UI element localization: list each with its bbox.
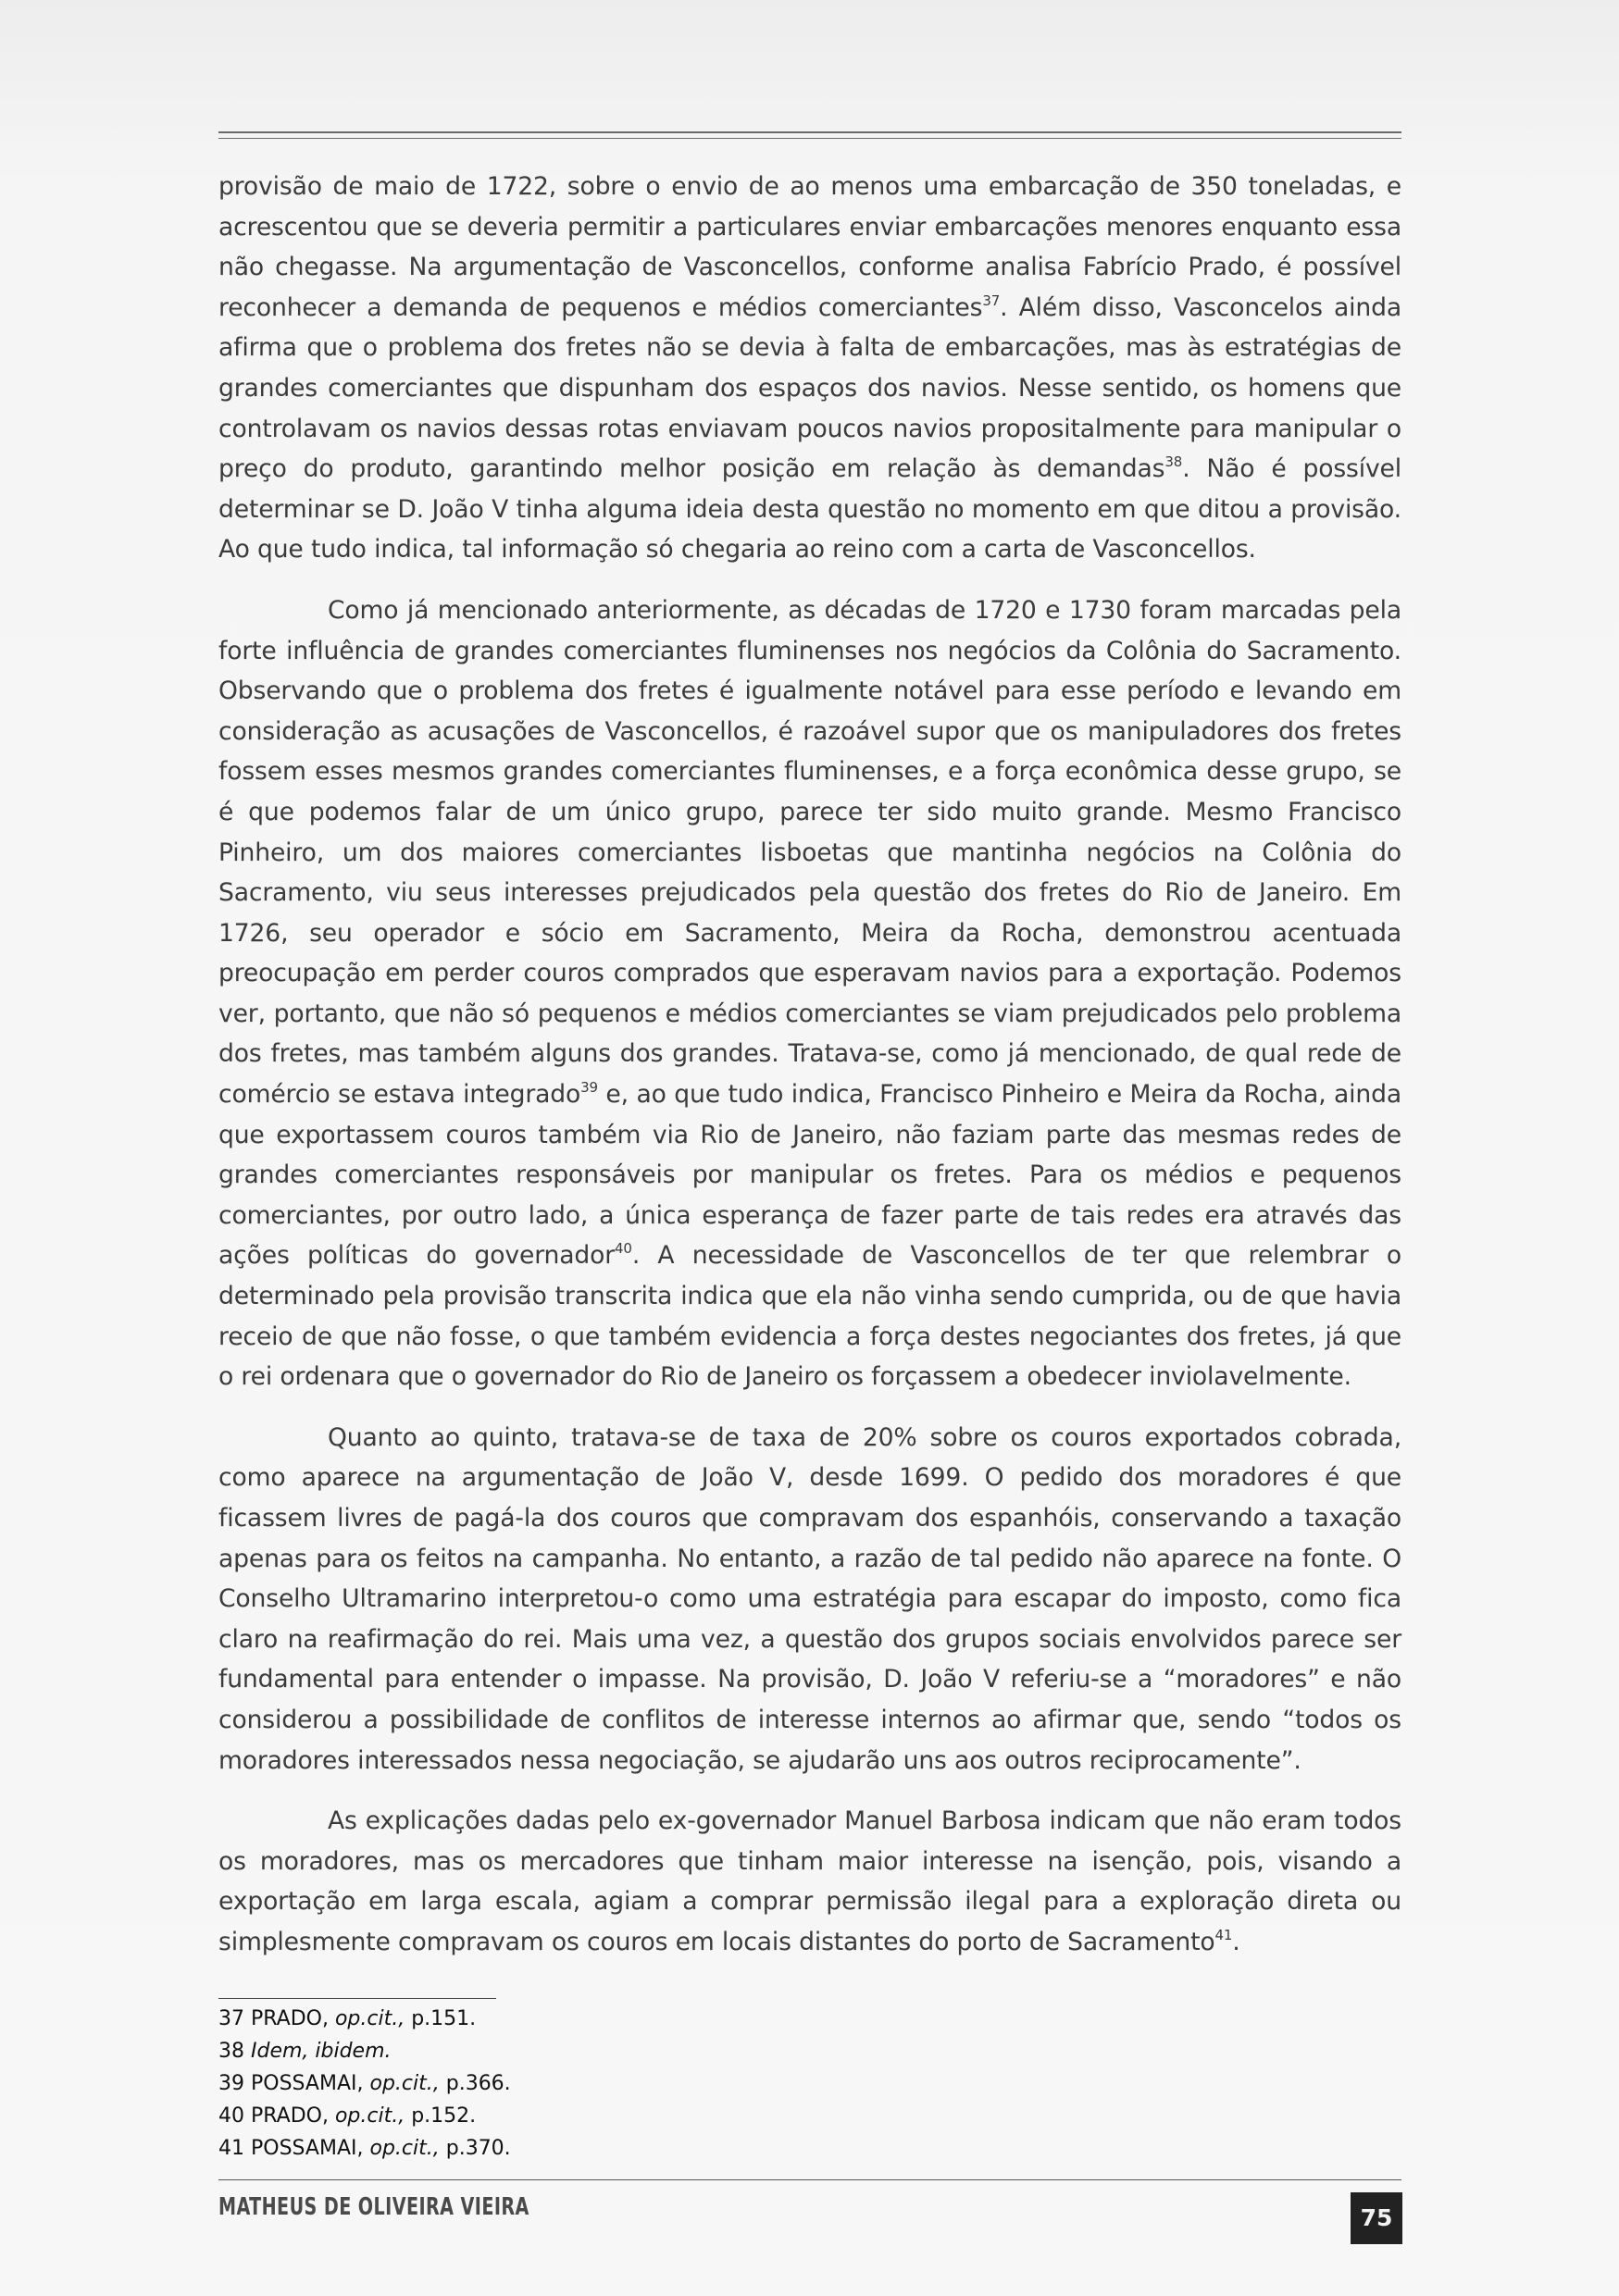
footnote-number: 40	[218, 2104, 244, 2128]
footnote-page: p.366.	[445, 2072, 511, 2095]
footnote-number: 37	[218, 2007, 244, 2030]
footnote-ref: 37	[982, 292, 1001, 309]
footnote-39	[218, 2067, 1052, 2100]
footnote-40	[218, 2100, 1052, 2132]
paragraph-2	[218, 590, 1401, 1397]
paragraph-text: .	[1232, 1927, 1240, 1956]
paragraph-text: provisão de maio de 1722, sobre o envio de ao menos uma embarcação de 350 toneladas, e acrescentou que se deveria permitir a particulares enviar embarcações menores enquanto essa não chegasse. Na argumentação de Vasconcellos, conforme analisa Fabrício Prado, é possível reconhecer a demanda de pequenos e médios comerciantes	[218, 172, 1401, 322]
header-rule-secondary	[218, 138, 1401, 139]
paragraph-text: e, ao que tudo indica, Francisco Pinheiro e Meira da Rocha, ainda que exportassem couros também via Rio de Janeiro, não faziam parte das mesmas redes de grandes comerciantes responsáveis por manipular os fretes. Para os médios e pequenos comerciantes, por outro lado, a única esperança de fazer parte de tais redes era através das ações políticas do governador	[218, 1080, 1402, 1271]
footnote-ref-abbrev: op.cit.,	[334, 2007, 405, 2030]
paragraph-text: . Não é possível determinar se D. João V tinha alguma ideia desta questão no momento em que ditou a provisão. Ao que tudo indica, tal informação só chegaria ao reino com a carta de Vasconcellos.	[218, 454, 1402, 565]
footnote-page: p.152.	[411, 2104, 477, 2128]
paragraph-text: As explicações dadas pelo ex-governador Manuel Barbosa indicam que não eram todos os moradores, mas os mercadores que tinham maior interesse na isenção, pois, visando a exportação em larga escala, agiam a comprar permissão ilegal para a exploração direta ou simplesmente compravam os couros em locais distantes do porto de Sacramento	[218, 1806, 1401, 1956]
paragraph-1	[218, 167, 1401, 570]
paragraph-text: Quanto ao quinto, tratava-se de taxa de 20% sobre os couros exportados cobrada, como aparece na argumentação de João V, desde 1699. O pedido dos moradores é que ficassem livres de pagá-la dos couros que compravam dos espanhóis, conservando a taxação apenas para os feitos na campanha. No entanto, a razão de tal pedido não aparece na fonte. O Conselho Ultramarino interpretou-o como uma estratégia para escapar do imposto, como fica claro na reafirmação do rei. Mais uma vez, a questão dos grupos sociais envolvidos parece ser fundamental para entender o impasse. Na provisão, D. João V referiu-se a “moradores” e não considerou a possibilidade de conflitos de interesse internos ao afirmar que, sendo “todos os moradores interessados nessa negociação, se ajudarão uns aos outros reciprocamente”.	[218, 1422, 1401, 1775]
footnote-number: 39	[218, 2072, 244, 2095]
footnote-ref: 41	[1214, 1926, 1233, 1943]
header-rule	[218, 131, 1401, 133]
footnote-separator	[218, 1998, 496, 1999]
footnotes	[218, 2003, 1052, 2165]
footnote-ref: 39	[580, 1079, 598, 1097]
footnote-author: PRADO,	[251, 2007, 329, 2030]
footnote-ref: 40	[615, 1240, 632, 1258]
footnote-38	[218, 2035, 1052, 2067]
footer-rule	[218, 2179, 1401, 2180]
page-number: 75	[1351, 2192, 1402, 2244]
footnote-number: 41	[218, 2137, 244, 2160]
footnote-page: p.370.	[445, 2137, 511, 2160]
paragraph-text: Como já mencionado anteriormente, as décadas de 1720 e 1730 foram marcadas pela forte influência de grandes comerciantes fluminenses nos negócios da Colônia do Sacramento. Observando que o problema dos fretes é igualmente notável para esse período e levando em consideração as acusações de Vasconcellos, é razoável supor que os manipuladores dos fretes fossem esses mesmos grandes comerciantes fluminenses, e a força econômica desse grupo, se é que podemos falar de um único grupo, parece ter sido muito grande. Mesmo Francisco Pinheiro, um dos maiores comerciantes lisboetas que mantinha negócios na Colônia do Sacramento, viu seus interesses prejudicados pela questão dos fretes do Rio de Janeiro. Em 1726, seu operador e sócio em Sacramento, Meira da Rocha, demonstrou acentuada preocupação em perder couros comprados que esperavam navios para a exportação. Podemos ver, portanto, que não só pequenos e médios comerciantes se viam prejudicados pelo problema dos fretes, mas também alguns dos grandes. Tratava-se, como já mencionado, de qual rede de comércio se estava integrado	[218, 595, 1401, 1110]
running-footer-author: MATHEUS DE OLIVEIRA VIEIRA	[218, 2193, 529, 2221]
footnote-ref-abbrev: op.cit.,	[334, 2104, 405, 2128]
footnote-37	[218, 2003, 1052, 2035]
body-text	[218, 167, 1401, 1963]
footnote-ref-abbrev: op.cit.,	[369, 2072, 440, 2095]
paragraph-text: . A necessidade de Vasconcellos de ter que relembrar o determinado pela provisão transcrita indica que ela não vinha sendo cumprida, ou de que havia receio de que não fosse, o que também evidencia a força destes negociantes dos fretes, já que o rei ordenara que o governador do Rio de Janeiro os forçassem a obedecer inviolavelmente.	[218, 1241, 1401, 1392]
paragraph-3	[218, 1418, 1401, 1781]
footnote-ref: 38	[1164, 453, 1183, 471]
footnote-author: POSSAMAI,	[251, 2137, 364, 2160]
footnote-author: POSSAMAI,	[251, 2072, 364, 2095]
footnote-author: PRADO,	[251, 2104, 329, 2128]
footnote-ref-abbrev: op.cit.,	[369, 2137, 440, 2160]
paragraph-4	[218, 1801, 1401, 1962]
footnote-number: 38	[218, 2040, 244, 2063]
footnote-page: p.151.	[411, 2007, 477, 2030]
footnote-ref-abbrev: Idem, ibidem.	[251, 2040, 392, 2063]
paragraph-text: . Além disso, Vasconcelos ainda afirma que o problema dos fretes não se devia à falta de embarcações, mas às estratégias de grandes comerciantes que dispunham dos espaços dos navios. Nesse sentido, os homens que controlavam os navios dessas rotas enviavam poucos navios propositalmente para manipular o preço do produto, garantindo melhor posição em relação às demandas	[218, 292, 1401, 484]
footnote-41	[218, 2132, 1052, 2165]
